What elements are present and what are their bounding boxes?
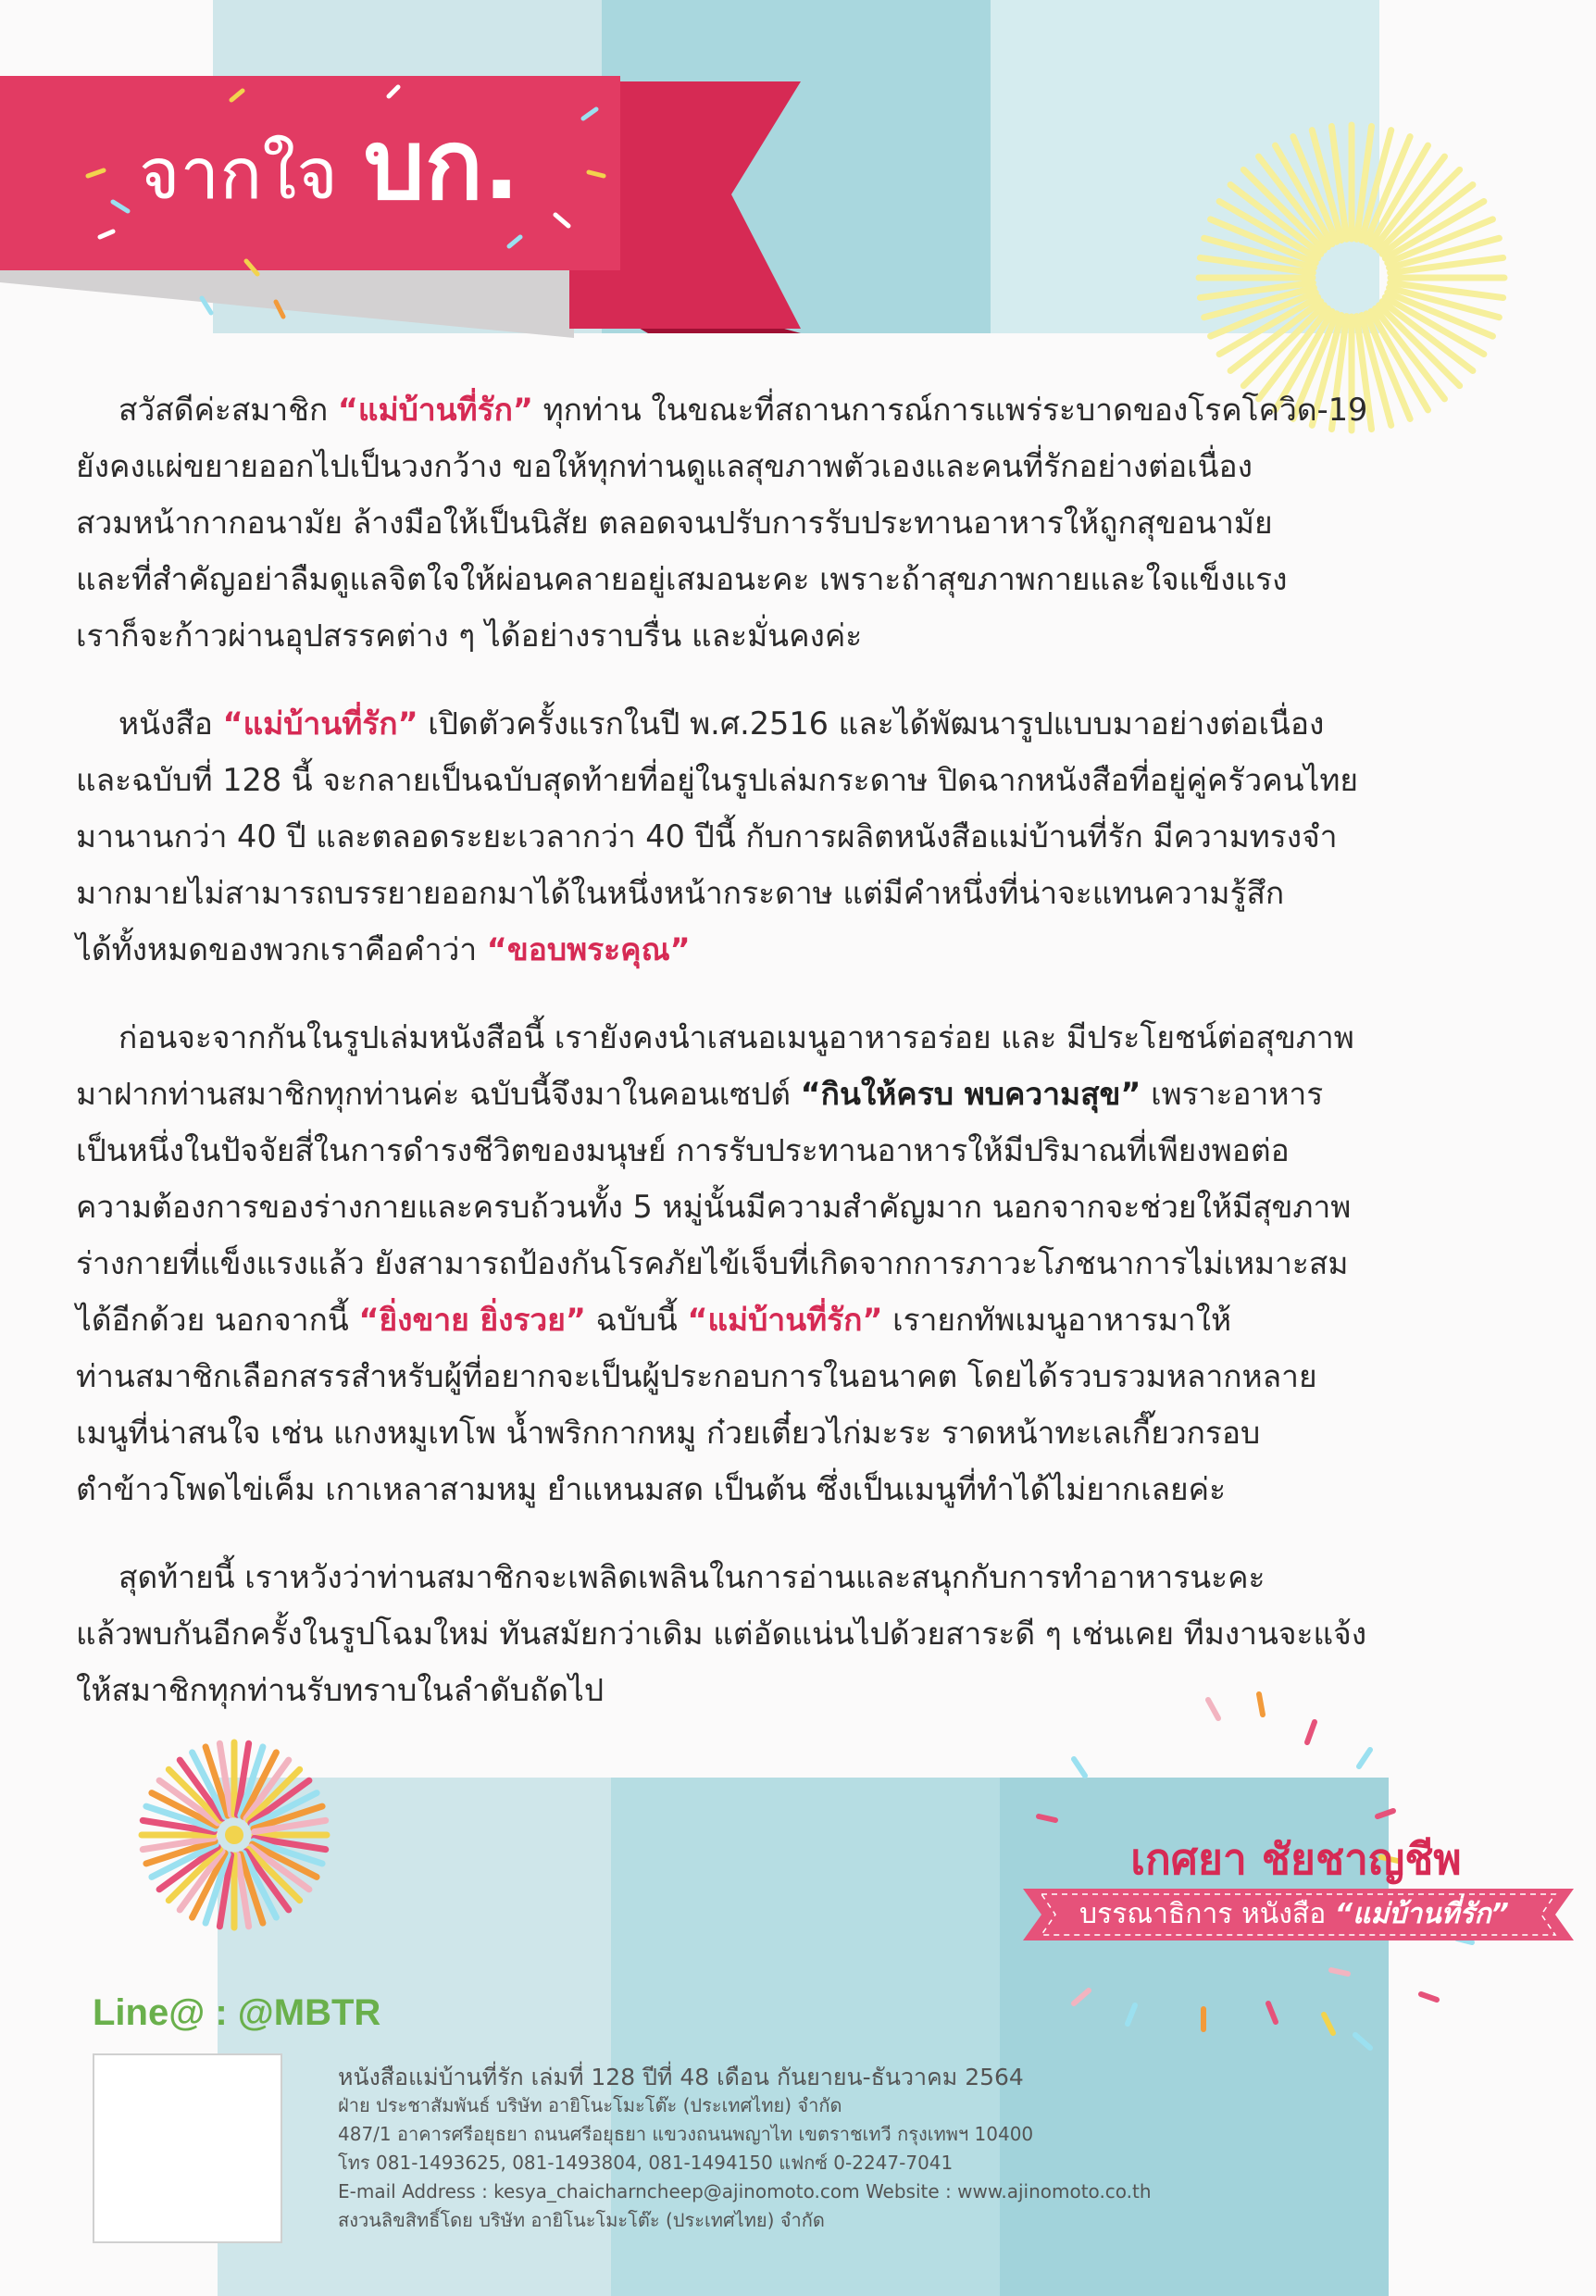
- section-highlight: “ยิ่งขาย ยิ่งรวย”: [358, 1302, 586, 1338]
- thank-you-highlight: “ขอบพระคุณ”: [486, 931, 691, 967]
- colophon: [338, 2063, 1356, 2235]
- editor-name: เกศยา ชัยชาญชีพ: [1130, 1834, 1462, 1884]
- title-bold: บก.: [363, 108, 520, 221]
- ribbon-shadow: [0, 267, 574, 338]
- page-title: [139, 108, 520, 221]
- concept-highlight: “กินให้ครบ พบความสุข”: [800, 1076, 1141, 1112]
- editor-role-magazine: “แม่บ้านที่รัก”: [1334, 1898, 1509, 1930]
- paragraph-concept: [76, 1009, 1557, 1517]
- p1-text-rest: ทุกท่าน ในขณะที่สถานการณ์การแพร่ระบาดของโรคโควิด-19 ยังคงแผ่ขยายออกไปเป็นวงกว้าง ขอให้ทุกท่านดูแลสุขภาพตัวเองและคนที่รักอย่างต่อเนื่อง สวมหน้ากากอนามัย ล้างมือให้เป็นนิสัย ตลอดจนปรับการรับประทานอาหารให้ถูกสุขอนามัย และที่สำคัญอย่าลืมดูแลจิตใจให้ผ่อนคลายอยู่เสมอนะคะ เพราะถ้าสุขภาพกายและใจแข็งแรง เราก็จะก้าวผ่านอุปสรรคต่าง ๆ ได้อย่างราบรื่น และมั่นคงค่ะ: [76, 392, 1368, 654]
- magazine-name-highlight: “แม่บ้านที่รัก”: [687, 1302, 883, 1338]
- qr-code-frame[interactable]: [93, 2053, 282, 2243]
- editorial-article: [76, 381, 1557, 1750]
- colophon-copyright: สงวนลิขสิทธิ์โดย บริษัท อายิโนะโมะโต๊ะ (ประเทศไทย) จำกัด: [338, 2209, 825, 2231]
- editor-role-text: บรรณาธิการ หนังสือ: [1079, 1898, 1335, 1930]
- magazine-name-highlight: “แม่บ้านที่รัก”: [222, 705, 418, 742]
- magazine-name-highlight: “แม่บ้านที่รัก”: [337, 392, 533, 428]
- p2-text: หนังสือ: [118, 705, 223, 742]
- colophon-email-website: E-mail Address : kesya_chaicharncheep@ajinomoto.com Website : www.ajinomoto.co.th: [338, 2180, 1152, 2202]
- p3-text: ก่อนจะจากกันในรูปเล่มหนังสือนี้ เรายังคงนำเสนอเมนูอาหารอร่อย และ มีประโยชน์ต่อสุขภาพ มาฝากท่านสมาชิกทุกท่านค่ะ ฉบับนี้จึงมาในคอนเซปต์: [76, 1019, 1354, 1112]
- colophon-phone: โทร 081-1493625, 081-1493804, 081-1494150 แฟกซ์ 0-2247-7041: [338, 2152, 954, 2174]
- p1-text: สวัสดีค่ะสมาชิก: [118, 392, 338, 428]
- paragraph-history: [76, 695, 1557, 978]
- colophon-address: 487/1 อาคารศรีอยุธยา ถนนศรีอยุธยา แขวงถนนพญาไท เขตราชเทวี กรุงเทพฯ 10400: [338, 2123, 1034, 2145]
- p3-text-mid2: ฉบับนี้: [585, 1302, 688, 1338]
- p3-text-rest: เรายกทัพเมนูอาหารมาให้ ท่านสมาชิกเลือกสรรสำหรับผู้ที่อยากจะเป็นผู้ประกอบการในอนาคต โดยได้รวบรวมหลากหลาย เมนูที่น่าสนใจ เช่น แกงหมูเทโพ น้ำพริกกากหมู ก๋วยเตี๋ยวไก่มะระ ราดหน้าทะเลเกี๊ยวกรอบ ตำข้าวโพดไข่เค็ม เกาเหลาสามหมู ยำแหนมสด เป็นต้น ซึ่งเป็นเมนูที่ทำได้ไม่ยากเลยค่ะ: [76, 1302, 1317, 1507]
- editor-role: [1044, 1892, 1544, 1937]
- colophon-issue: หนังสือแม่บ้านที่รัก เล่มที่ 128 ปีที่ 48 เดือน กันยายน-ธันวาคม 2564: [338, 2064, 1024, 2090]
- paragraph-greeting: [76, 381, 1557, 664]
- paragraph-closing: [76, 1549, 1557, 1718]
- firework-center-icon: [225, 1826, 243, 1844]
- title-light: จากใจ: [139, 132, 338, 215]
- colophon-department: ฝ่าย ประชาสัมพันธ์ บริษัท อายิโนะโมะโต๊ะ (ประเทศไทย) จำกัด: [338, 2094, 842, 2116]
- p3-text-mid: เพราะอาหาร เป็นหนึ่งในปัจจัยสี่ในการดำรงชีวิตของมนุษย์ การรับประทานอาหารให้มีปริมาณที่เพียงพอต่อ ความต้องการของร่างกายและครบถ้วนทั้ง 5 หมู่นั้นมีความสำคัญมาก นอกจากจะช่วยให้มีสุขภาพ ร่างกายที่แข็งแรงแล้ว ยังสามารถป้องกันโรคภัยไข้เจ็บที่เกิดจากการภาวะโภชนาการไม่เหมาะสม ได้อีกด้วย นอกจากนี้: [76, 1076, 1352, 1338]
- line-account[interactable]: Line@ : @MBTR: [93, 1992, 381, 2033]
- p4-text: สุดท้ายนี้ เราหวังว่าท่านสมาชิกจะเพลิดเพลินในการอ่านและสนุกกับการทำอาหารนะคะ แล้วพบกันอีกครั้งในรูปโฉมใหม่ ทันสมัยกว่าเดิม แต่อัดแน่นไปด้วยสาระดี ๆ เช่นเคย ทีมงานจะแจ้ง ให้สมาชิกทุกท่านรับทราบในลำดับถัดไป: [76, 1559, 1367, 1708]
- p2-text-rest: เปิดตัวครั้งแรกในปี พ.ศ.2516 และได้พัฒนารูปแบบมาอย่างต่อเนื่อง และฉบับที่ 128 นี้ จะกลายเป็นฉบับสุดท้ายที่อยู่ในรูปเล่มกระดาษ ปิดฉากหนังสือที่อยู่คู่ครัวคนไทย มานานกว่า 40 ปี และตลอดระยะเวลากว่า 40 ปีนี้ กับการผลิตหนังสือแม่บ้านที่รัก มีความทรงจำ มากมายไม่สามารถบรรยายออกมาได้ในหนึ่งหน้ากระดาษ แต่มีคำหนึ่งที่น่าจะแทนความรู้สึก ได้ทั้งหมดของพวกเราคือคำว่า: [76, 705, 1359, 967]
